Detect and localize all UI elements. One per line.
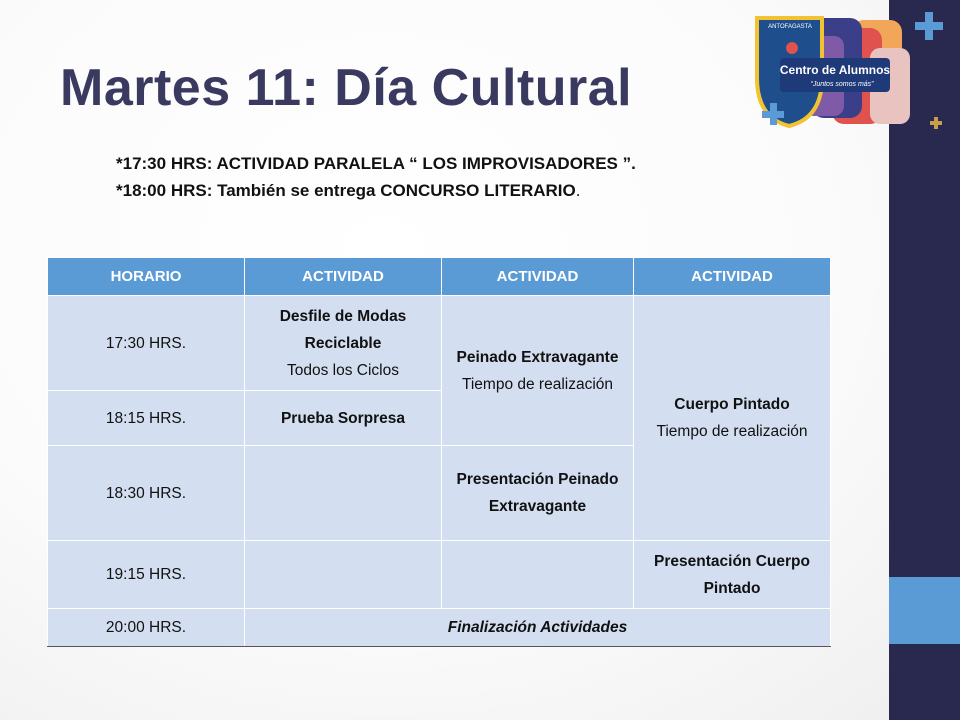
table-row xyxy=(48,541,831,609)
empty-cell xyxy=(245,446,442,541)
peinado-title: Peinado Extravagante xyxy=(456,348,619,366)
slide-notes xyxy=(116,150,636,204)
prueba-text: Prueba Sorpresa xyxy=(280,409,406,427)
slide-title: Martes 11: Día Cultural xyxy=(60,59,633,117)
presentacion-peinado-cell xyxy=(442,446,634,541)
header-actividad-3: ACTIVIDAD xyxy=(634,258,831,296)
header-actividad-1: ACTIVIDAD xyxy=(245,258,442,296)
centro-de-alumnos-logo xyxy=(752,8,960,134)
side-accent xyxy=(889,577,960,644)
time-cell: 19:15 HRS. xyxy=(48,541,245,609)
logo-main-text: Centro de Alumnos xyxy=(779,63,891,77)
desfile-title: Desfile de Modas Reciclable xyxy=(279,307,407,352)
finalizacion-text: Finalización Actividades xyxy=(447,619,628,636)
time-cell: 18:15 HRS. xyxy=(48,391,245,446)
presentacion-cuerpo-text: Presentación Cuerpo Pintado xyxy=(654,552,810,597)
table-row xyxy=(48,296,831,391)
table-header-row xyxy=(48,258,831,296)
cuerpo-cell xyxy=(634,296,831,541)
desfile-cell xyxy=(245,296,442,391)
note-concurso xyxy=(116,177,636,204)
plus-icon-small xyxy=(930,117,942,129)
peinado-cell xyxy=(442,296,634,446)
empty-cell xyxy=(245,541,442,609)
header-actividad-2: ACTIVIDAD xyxy=(442,258,634,296)
table-row xyxy=(48,609,831,647)
header-horario: HORARIO xyxy=(48,258,245,296)
finalizacion-cell xyxy=(245,609,831,647)
schedule-table xyxy=(47,257,831,647)
note-concurso-period: . xyxy=(575,181,581,200)
presentacion-peinado-text: Presentación Peinado Extravagante xyxy=(456,471,619,515)
time-cell: 17:30 HRS. xyxy=(48,296,245,391)
time-cell: 20:00 HRS. xyxy=(48,609,245,647)
plus-icon-large xyxy=(915,12,943,40)
empty-cell xyxy=(442,541,634,609)
desfile-sub: Todos los Ciclos xyxy=(287,361,399,379)
presentacion-cuerpo-cell xyxy=(634,541,831,609)
note-improvisadores: *17:30 HRS: ACTIVIDAD PARALELA “ LOS IMPROVISADORES ”. xyxy=(116,154,636,173)
cuerpo-title: Cuerpo Pintado xyxy=(674,396,790,413)
time-cell: 18:30 HRS. xyxy=(48,446,245,541)
logo-shield-emblem xyxy=(786,42,798,54)
peinado-sub: Tiempo de realización xyxy=(461,375,614,393)
prueba-cell xyxy=(245,391,442,446)
note-concurso-text: *18:00 HRS: También se entrega CONCURSO LITERARIO xyxy=(116,181,576,200)
logo-tagline: “Juntos somos más” xyxy=(810,81,874,88)
logo-badge-text: ANTOFAGASTA xyxy=(768,24,812,30)
cuerpo-sub: Tiempo de realización xyxy=(656,423,808,440)
